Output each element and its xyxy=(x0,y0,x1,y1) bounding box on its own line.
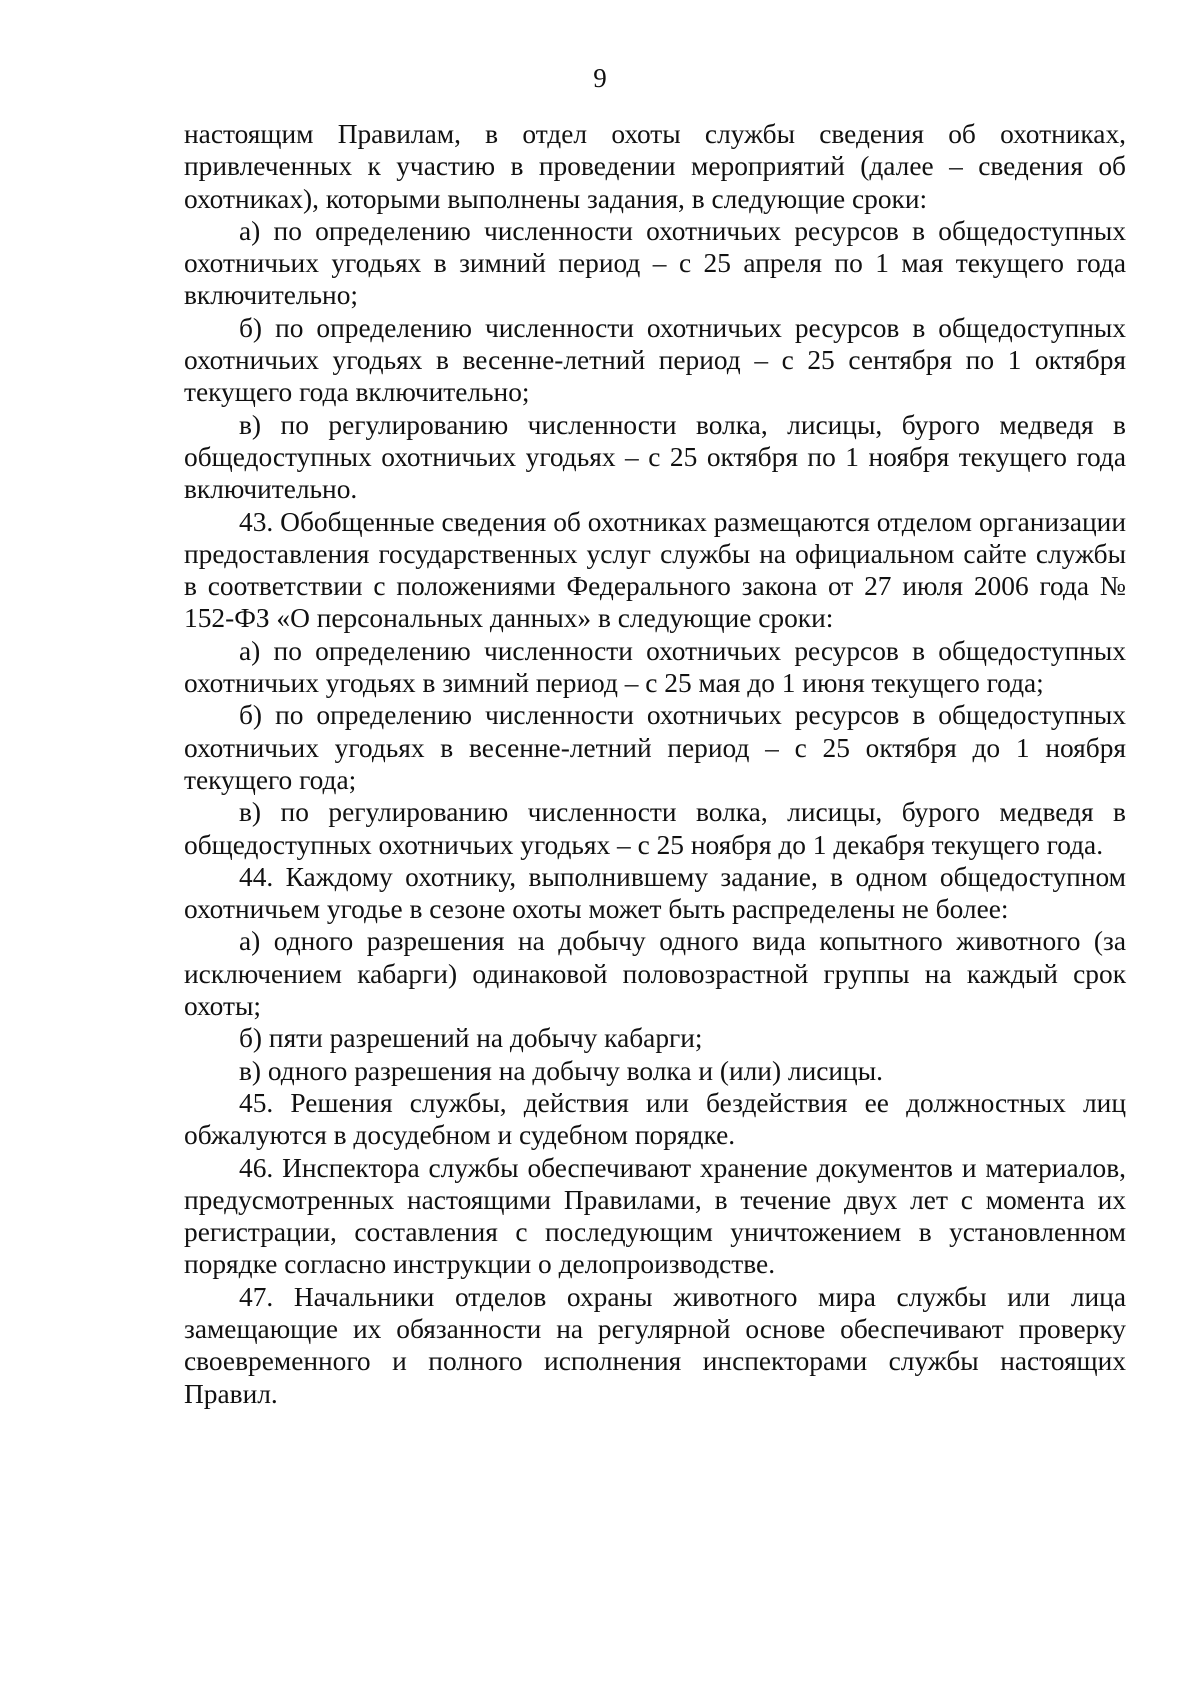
page-number: 9 xyxy=(593,63,607,93)
paragraph-47: 47. Начальники отделов охраны животного мира службы или лица замещающие их обязанности на регулярной основе обеспечивают проверку своевременного и полного исполнения инспекторами службы настоящих Правил. xyxy=(184,1281,1126,1409)
paragraph-44-v: в) одного разрешения на добычу волка и (или) лисицы. xyxy=(239,1055,883,1086)
paragraph-44-a: а) одного разрешения на добычу одного вида копытного животного (за исключением кабарги) одинаковой половозрастной группы на каждый срок охоты; xyxy=(184,926,1126,1022)
paragraph-46: 46. Инспектора службы обеспечивают хранение документов и материалов, предусмотренных настоящими Правилами, в течение двух лет с момента их регистрации, составления с последующим уничтожением в установленном порядке согласно инструкции о делопроизводстве. xyxy=(184,1152,1126,1280)
paragraph-continuation: настоящим Правилам, в отдел охоты службы сведения об охотниках, привлеченных к участию в проведении мероприятий (далее – сведения об охотниках), которыми выполнены задания, в следующие сроки: xyxy=(184,119,1126,214)
paragraph-43: 43. Обобщенные сведения об охотниках размещаются отделом организации предоставления государственных услуг службы на официальном сайте службы в соответствии с положениями Федерального закона от 27 июля 2006 года № 152-ФЗ «О персональных данных» в следующие сроки: xyxy=(184,506,1126,634)
paragraph-42-b: б) по определению численности охотничьих ресурсов в общедоступных охотничьих угодьях в весенне-летний период – с 25 сентября по 1 октября текущего года включительно; xyxy=(184,312,1126,408)
paragraph-42-a: а) по определению численности охотничьих ресурсов в общедоступных охотничьих угодьях в зимний период – с 25 апреля по 1 мая текущего года включительно; xyxy=(184,215,1126,311)
document-body xyxy=(184,118,1126,1410)
paragraph-43-b: б) по определению численности охотничьих ресурсов в общедоступных охотничьих угодьях в весенне-летний период – с 25 октября до 1 ноября текущего года; xyxy=(184,700,1126,795)
paragraph-42-v: в) по регулированию численности волка, лисицы, бурого медведя в общедоступных охотничьих угодьях – с 25 октября по 1 ноября текущего года включительно. xyxy=(184,409,1126,505)
paragraph-44: 44. Каждому охотнику, выполнившему задание, в одном общедоступном охотничьем угодье в сезоне охоты может быть распределены не более: xyxy=(184,861,1126,925)
paragraph-45: 45. Решения службы, действия или бездействия ее должностных лиц обжалуются в досудебном и судебном порядке. xyxy=(184,1087,1126,1151)
paragraph-43-a: а) по определению численности охотничьих ресурсов в общедоступных охотничьих угодьях в зимний период – с 25 мая до 1 июня текущего года; xyxy=(184,635,1126,699)
paragraph-43-v: в) по регулированию численности волка, лисицы, бурого медведя в общедоступных охотничьих угодьях – с 25 ноября до 1 декабря текущего года. xyxy=(184,797,1126,860)
paragraph-44-b: б) пяти разрешений на добычу кабарги; xyxy=(239,1023,703,1054)
